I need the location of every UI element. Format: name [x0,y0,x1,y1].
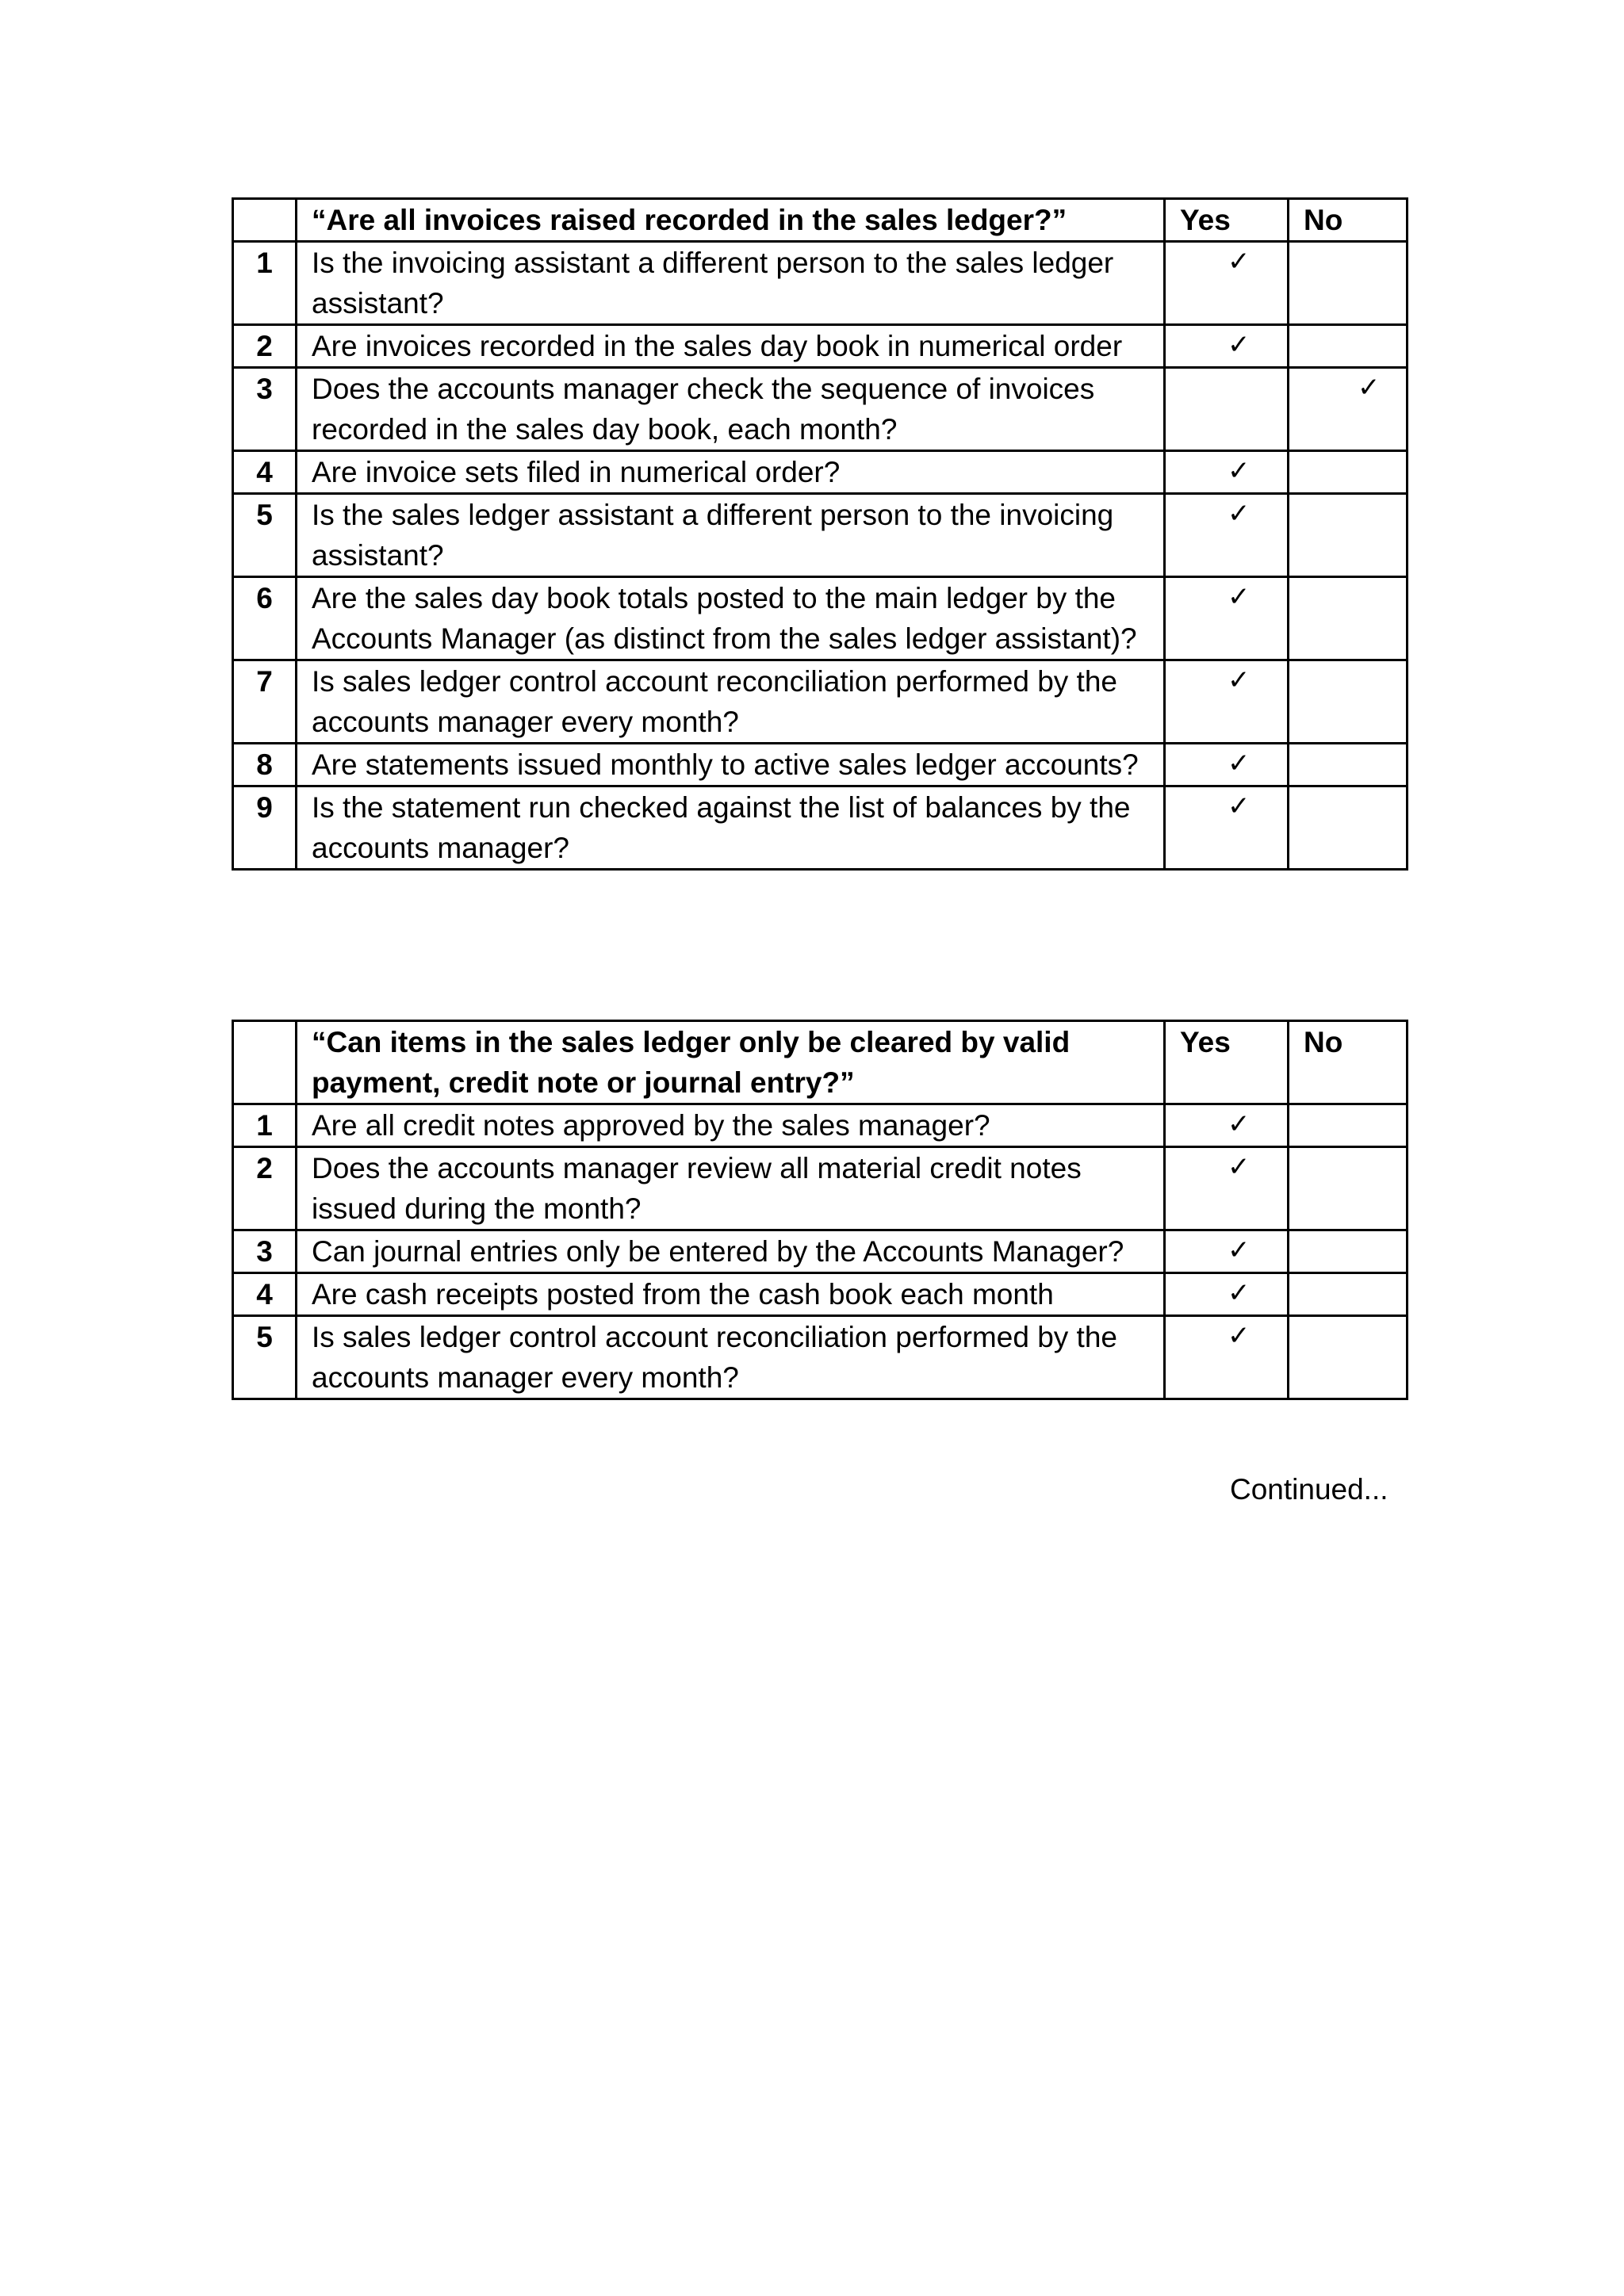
row-number: 2 [233,325,297,368]
no-cell [1289,368,1408,451]
table-header-row [233,199,1408,242]
question-text: Is the sales ledger assistant a different person to the invoicing assistant? [297,494,1165,577]
yes-checkmark-icon: ✓ [1228,1151,1251,1183]
row-number: 4 [233,451,297,494]
no-cell [1289,744,1408,786]
question-text: Is the statement run checked against the list of balances by the accounts manager? [297,786,1165,870]
checklist-table-items-cleared [232,1020,1408,1400]
yes-cell [1165,325,1289,368]
table-row [233,451,1408,494]
table-row [233,325,1408,368]
row-number: 5 [233,1316,297,1399]
question-text: Are the sales day book totals posted to the main ledger by the Accounts Manager (as distinct from the sales ledger assistant)? [297,577,1165,660]
header-number-cell [233,1021,297,1104]
table-row [233,1104,1408,1147]
question-text: Are all credit notes approved by the sales manager? [297,1104,1165,1147]
yes-cell [1165,577,1289,660]
table-heading: “Can items in the sales ledger only be cleared by valid payment, credit note or journal entry?” [297,1021,1165,1104]
table-row [233,368,1408,451]
header-number-cell [233,199,297,242]
question-text: Are statements issued monthly to active sales ledger accounts? [297,744,1165,786]
no-cell [1289,1230,1408,1273]
no-cell [1289,1316,1408,1399]
table-row [233,1147,1408,1230]
question-text: Are cash receipts posted from the cash book each month [297,1273,1165,1316]
yes-checkmark-icon: ✓ [1228,664,1251,696]
yes-cell [1165,1104,1289,1147]
no-column-header: No [1289,1021,1408,1104]
row-number: 1 [233,1104,297,1147]
yes-checkmark-icon: ✓ [1228,1277,1251,1309]
table-row [233,1273,1408,1316]
yes-cell [1165,786,1289,870]
question-text: Are invoices recorded in the sales day book in numerical order [297,325,1165,368]
yes-cell [1165,368,1289,451]
yes-cell [1165,451,1289,494]
yes-checkmark-icon: ✓ [1228,329,1251,361]
row-number: 1 [233,242,297,325]
yes-cell [1165,1273,1289,1316]
no-cell [1289,786,1408,870]
row-number: 2 [233,1147,297,1230]
table-header-row [233,1021,1408,1104]
yes-checkmark-icon: ✓ [1228,790,1251,822]
question-text: Does the accounts manager check the sequence of invoices recorded in the sales day book, each month? [297,368,1165,451]
yes-cell [1165,1230,1289,1273]
row-number: 4 [233,1273,297,1316]
question-text: Is sales ledger control account reconciliation performed by the accounts manager every month? [297,1316,1165,1399]
yes-cell [1165,660,1289,744]
yes-column-header: Yes [1165,199,1289,242]
question-text: Are invoice sets filed in numerical order? [297,451,1165,494]
yes-checkmark-icon: ✓ [1228,246,1251,277]
yes-checkmark-icon: ✓ [1228,581,1251,613]
row-number: 3 [233,1230,297,1273]
yes-cell [1165,242,1289,325]
no-column-header: No [1289,199,1408,242]
question-text: Is the invoicing assistant a different person to the sales ledger assistant? [297,242,1165,325]
no-cell [1289,494,1408,577]
yes-checkmark-icon: ✓ [1228,1234,1251,1266]
table-row [233,494,1408,577]
table-row [233,1230,1408,1273]
yes-checkmark-icon: ✓ [1228,498,1251,530]
yes-cell [1165,744,1289,786]
yes-cell [1165,1147,1289,1230]
table-row [233,744,1408,786]
table-row [233,660,1408,744]
yes-checkmark-icon: ✓ [1228,1108,1251,1140]
row-number: 9 [233,786,297,870]
no-cell [1289,451,1408,494]
question-text: Is sales ledger control account reconciliation performed by the accounts manager every month? [297,660,1165,744]
yes-cell [1165,494,1289,577]
no-cell [1289,242,1408,325]
yes-checkmark-icon: ✓ [1228,1320,1251,1352]
table-row [233,786,1408,870]
no-checkmark-icon: ✓ [1358,372,1381,404]
no-cell [1289,1104,1408,1147]
table-row [233,577,1408,660]
yes-cell [1165,1316,1289,1399]
no-cell [1289,1147,1408,1230]
yes-checkmark-icon: ✓ [1228,455,1251,487]
table-heading: “Are all invoices raised recorded in the sales ledger?” [297,199,1165,242]
continued-note: Continued... [1230,1473,1388,1506]
question-text: Can journal entries only be entered by the Accounts Manager? [297,1230,1165,1273]
row-number: 5 [233,494,297,577]
yes-checkmark-icon: ✓ [1228,748,1251,779]
no-cell [1289,660,1408,744]
question-text: Does the accounts manager review all material credit notes issued during the month? [297,1147,1165,1230]
yes-column-header: Yes [1165,1021,1289,1104]
no-cell [1289,325,1408,368]
row-number: 6 [233,577,297,660]
table-row [233,1316,1408,1399]
checklist-table-invoices-recorded [232,197,1408,871]
table-row [233,242,1408,325]
no-cell [1289,577,1408,660]
row-number: 7 [233,660,297,744]
no-cell [1289,1273,1408,1316]
row-number: 8 [233,744,297,786]
row-number: 3 [233,368,297,451]
